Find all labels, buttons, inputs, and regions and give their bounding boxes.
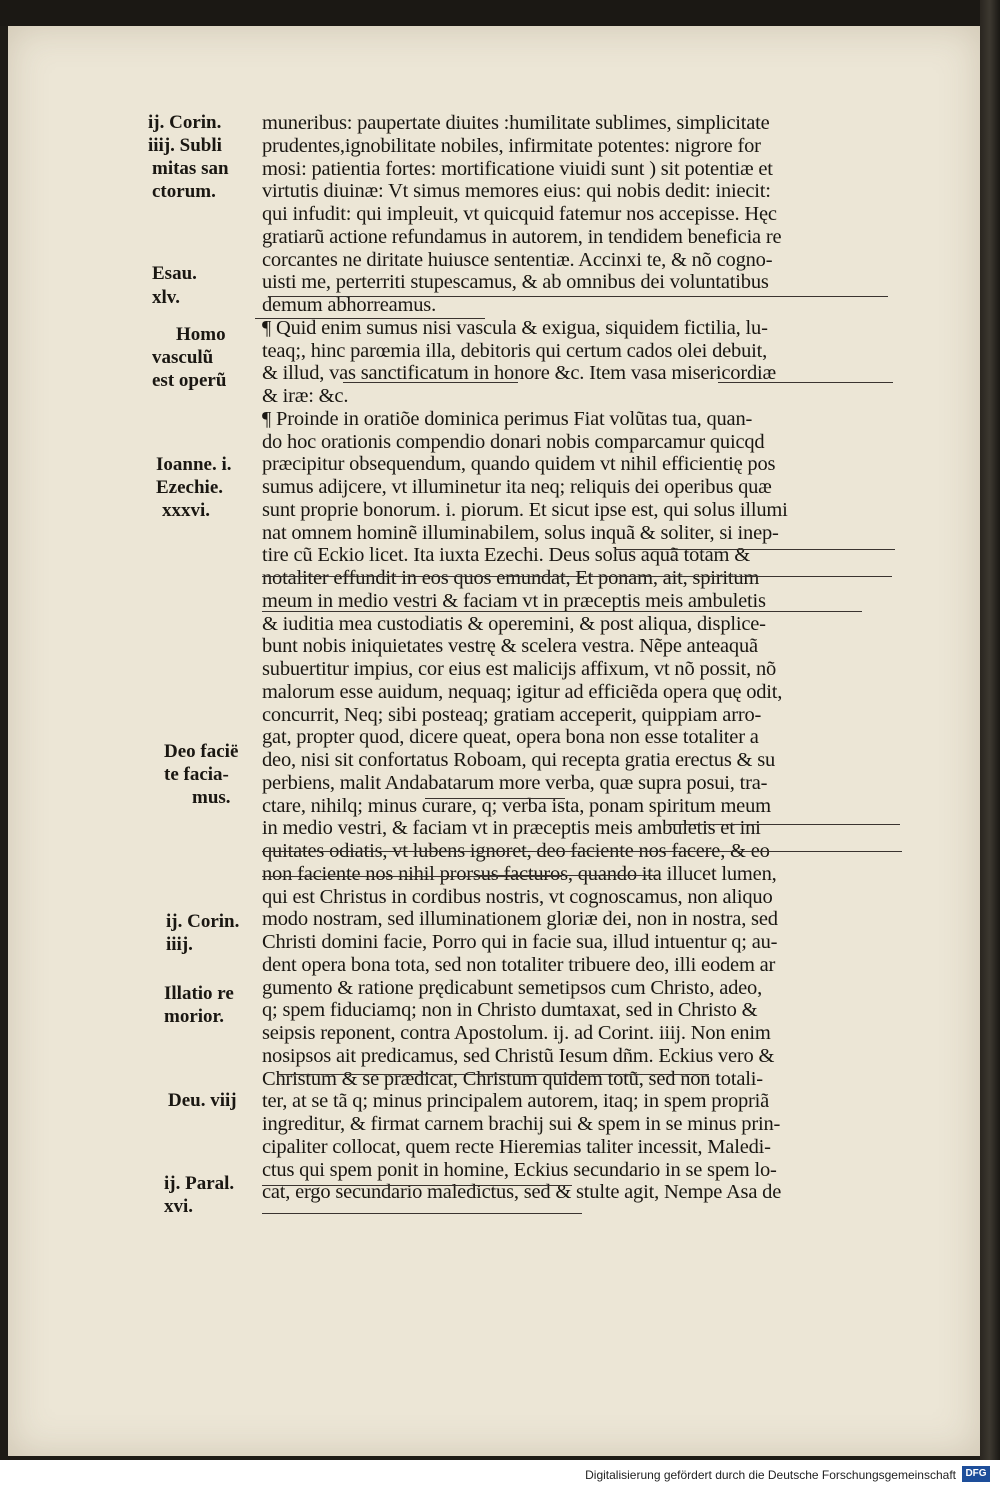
text-line: qui infudit: qui impleuit, vt quicquid fatemur nos accepisse. Hęc <box>262 203 777 225</box>
underline-stroke <box>262 851 902 852</box>
text-line: sumus adijcere, vt illuminetur ita neq; reliquis dei operibus quæ <box>262 476 772 498</box>
text-line: qui est Christus in cordibus nostris, vt cognoscamus, non aliquo <box>262 885 773 908</box>
text-line: gratiarũ actione refundamus in autorem, in tendidem beneficia re <box>262 225 782 248</box>
dfg-logo: DFG <box>962 1466 990 1482</box>
text-line: gumento & ratione prędicabunt semetipsos cum Christo, adeo, <box>262 976 763 999</box>
text-line: concurrit, Neq; sibi posteaq; gratiam acceperit, quippiam arro- <box>262 703 762 726</box>
text-line: & illud, vas sanctificatum in honore &c. Item vasa misericordiæ <box>262 362 777 385</box>
footer-bar <box>0 1460 1000 1491</box>
text-line: quitates odiatis, vt lubens ignoret, deo faciente nos facere, & eo <box>262 840 770 862</box>
underline-stroke <box>262 611 862 612</box>
margin-note: xvi. <box>164 1196 194 1217</box>
text-line: ter, at se tã q; minus principalem autorem, itaq; in spem propriã <box>262 1090 770 1113</box>
margin-note: Esau. <box>152 263 197 284</box>
text-line: nosipsos ait predicamus, sed Christũ Iesum dñm. Eckius vero & <box>262 1044 775 1067</box>
margin-note: mus. <box>192 787 231 808</box>
text-line: virtutis diuinæ: Vt simus memores eius: qui nobis dedit: iniecit: <box>262 180 771 203</box>
text-line: sunt proprie bonorum. i. piorum. Et sicut ipse est, qui solus illumi <box>262 498 788 521</box>
margin-note: ctorum. <box>152 181 216 202</box>
underline-stroke <box>262 576 892 577</box>
text-line: meum in medio vestri & faciam vt in præceptis meis ambuletis <box>262 589 766 612</box>
text-line: corcantes ne diritate huiusce sententiæ. Accinxi te, & nõ cogno- <box>262 248 773 271</box>
text-line: ¶ Quid enim sumus nisi vascula & exigua, siquidem fictilia, lu- <box>262 316 768 339</box>
text-line: notaliter effundit in eos quos emundat, Et ponam, ait, spiritum <box>262 567 760 589</box>
text-line: ingreditur, & firmat carnem brachij sui & spem in se minus prin- <box>262 1113 781 1135</box>
margin-note: iiij. Subli <box>148 135 222 156</box>
margin-note: ij. Corin. <box>148 112 222 133</box>
margin-note: vasculũ <box>152 347 214 368</box>
text-line: ctus qui spem ponit in homine, Eckius secundario in se spem lo- <box>262 1158 777 1181</box>
text-line: perbiens, malit Andabatarum more verba, quæ supra posui, tra- <box>262 771 768 794</box>
footer-credit: Digitalisierung gefördert durch die Deutsche Forschungsgemeinschaft <box>585 1468 956 1482</box>
text-line: non faciente nos nihil prorsus facturos, quando ita illucet lumen, <box>262 862 777 885</box>
text-line: do hoc orationis compendio donari nobis comparcamur quicqd <box>262 430 765 453</box>
underline-stroke <box>425 798 565 799</box>
margin-note: Ezechie. <box>156 477 224 498</box>
margin-note: Illatio re <box>164 983 234 1004</box>
text-line: malorum esse auidum, nequaq; igitur ad efficiẽda opera quę odit, <box>262 680 783 703</box>
text-line: ctare, nihilq; minus curare, q; verba ista, ponam spiritum meum <box>262 794 771 817</box>
underline-stroke <box>262 876 562 877</box>
margin-note: ij. Corin. <box>166 911 240 932</box>
scan-top-edge <box>0 0 1000 26</box>
margin-note: Deu. viij <box>168 1090 237 1111</box>
text-line: Christi domini facie, Porro qui in facie sua, illud intuentur q; au- <box>262 931 778 953</box>
text-line: nat omnem hominẽ illuminabilem, solus inquã & soliter, si inep- <box>262 521 779 544</box>
text-line: muneribus: paupertate diuites :humilitate sublimes, simplicitate <box>262 112 770 134</box>
margin-note: Ioanne. i. <box>156 454 232 475</box>
text-line: tire cũ Eckio licet. Ita iuxta Ezechi. Deus solus aquã totam & <box>262 544 750 567</box>
margin-note: morior. <box>164 1006 224 1027</box>
text-line: & iuditia mea custodiatis & operemini, & post aliqua, displice- <box>262 612 766 635</box>
underline-stroke <box>615 549 895 550</box>
underline-stroke <box>268 296 888 297</box>
text-line: bunt nobis iniquietates vestrę & scelera vestra. Nẽpe anteaquã <box>262 635 758 658</box>
underline-stroke <box>255 318 485 319</box>
margin-note: est operũ <box>152 370 227 391</box>
underline-stroke <box>262 1213 582 1214</box>
margin-note: xxxvi. <box>162 500 211 521</box>
text-line: gat, propter quod, dicere queat, opera bona non esse totaliter a <box>262 726 759 749</box>
margin-note: ij. Paral. <box>164 1173 235 1194</box>
text-line: mosi: patientia fortes: mortificatione viuidi sunt ) sit potentiæ et <box>262 157 773 180</box>
text-line: dent opera bona tota, sed non totaliter tribuere deo, illi eodem ar <box>262 953 776 976</box>
margin-note: Homo <box>176 324 226 345</box>
text-line: teaq;, hinc parœmia illa, debitoris qui certum cados olei debuit, <box>262 339 768 362</box>
margin-note: xlv. <box>152 287 180 308</box>
text-line: seipsis reponent, contra Apostolum. ij. ad Corint. iiij. Non enim <box>262 1022 771 1044</box>
text-line: subuertitur impius, cor eius est malicijs affixum, vt nõ possit, nõ <box>262 658 777 680</box>
margin-note: iiij. <box>166 934 193 955</box>
underline-stroke <box>279 1074 709 1075</box>
text-line: demum abhorreamus. <box>262 294 437 316</box>
scan-right-edge <box>980 0 1000 1460</box>
text-line: deo, nisi sit confortatus Roboam, qui recepta gratia erectus & su <box>262 749 776 771</box>
text-line: Christum & se prædicat, Christum quidem totũ, sed non totali- <box>262 1067 763 1090</box>
underline-stroke <box>262 1185 572 1186</box>
text-line: præcipitur obsequendum, quando quidem vt nihil efficientię pos <box>262 453 776 476</box>
margin-note: Deo facië <box>164 741 239 762</box>
text-line: in medio vestri, & faciam vt in præceptis meis ambuletis et ini <box>262 817 761 840</box>
underline-stroke <box>718 382 893 383</box>
text-line: cipaliter collocat, quem recte Hieremias taliter incessit, Maledi- <box>262 1135 771 1158</box>
underline-stroke <box>478 875 658 876</box>
text-line: modo nostram, sed illuminationem gloriæ dei, non in nostra, sed <box>262 908 778 931</box>
text-line: q; spem fiduciamq; non in Christo dumtaxat, sed in Christo & <box>262 999 758 1022</box>
text-line: ¶ Proinde in oratiõe dominica perimus Fiat volũtas tua, quan- <box>262 407 753 430</box>
underline-stroke <box>343 382 518 383</box>
text-line: uisti me, perterriti stupescamus, & ab omnibus dei voluntatibus <box>262 271 769 294</box>
text-line: cat, ergo secundario maledictus, sed & stulte agit, Nempe Asa de <box>262 1181 782 1204</box>
underline-stroke <box>668 824 900 825</box>
text-line: prudentes,ignobilitate nobiles, infirmitate potentes: nigrore for <box>262 134 761 157</box>
margin-note: te facia- <box>164 764 229 785</box>
margin-note: mitas san <box>152 158 229 179</box>
text-line: & iræ: &c. <box>262 385 349 407</box>
